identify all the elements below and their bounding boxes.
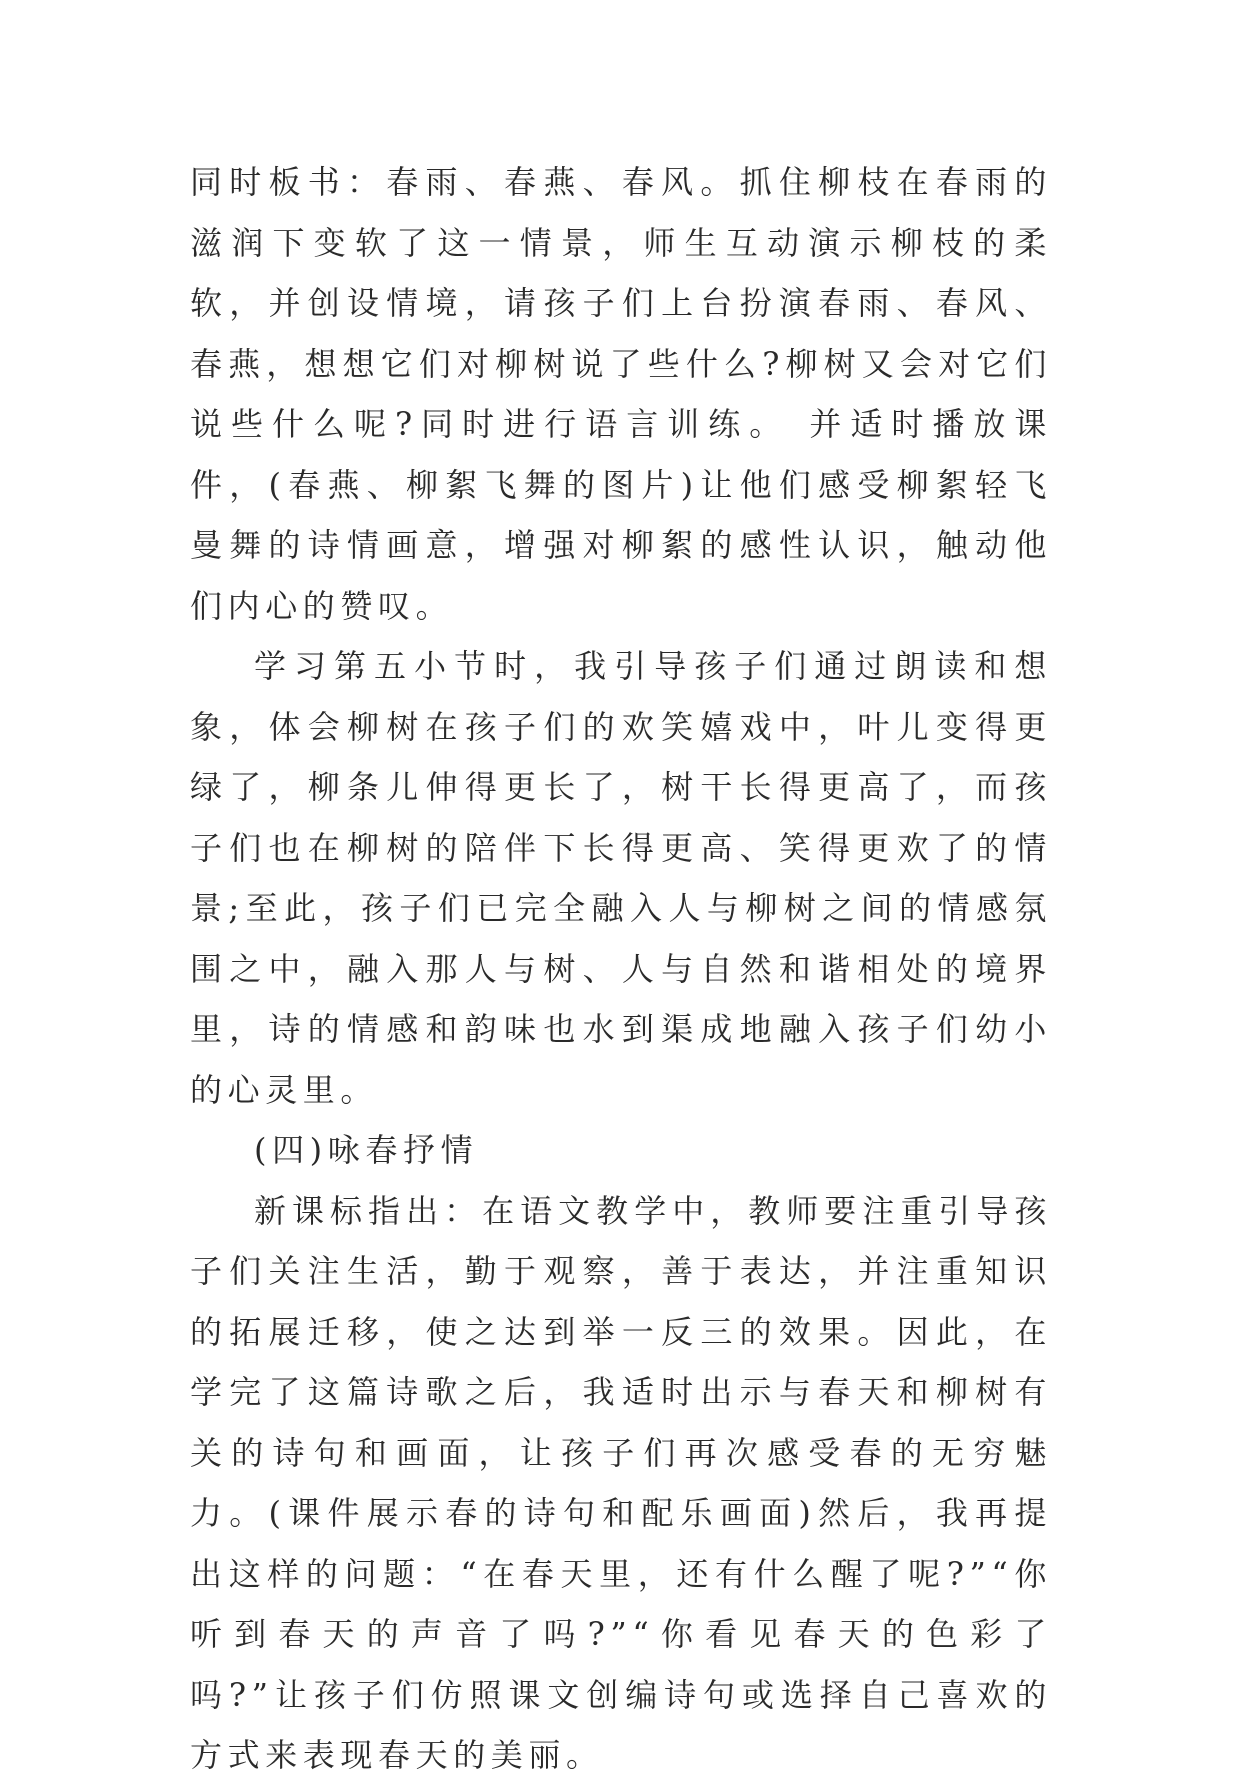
paragraph-section-five: 学习第五小节时，我引导孩子们通过朗读和想象，体会柳树在孩子们的欢笑嬉戏中，叶儿变得更绿了，柳条儿伸得更长了，树干长得更高了，而孩子们也在柳树的陪伴下长得更高、笑得更欢了的情景;至此，孩子们已完全融入人与柳树之间的情感氛围之中，融入那人与树、人与自然和谐相处的境界里，诗的情感和韵味也水到渠成地融入孩子们幼小的心灵里。 [190, 647, 1052, 1109]
paragraph-new-curriculum: 新课标指出：在语文教学中，教师要注重引导孩子们关注生活，勤于观察，善于表达，并注重知识的拓展迁移，使之达到举一反三的效果。因此，在学完了这篇诗歌之后，我适时出示与春天和柳树有关的诗句和画面，让孩子们再次感受春的无穷魅力。(课件展示春的诗句和配乐画面)然后，我再提出这样的问题：“在春天里，还有什么醒了呢?”“你听到春天的声音了吗?”“你看见春天的色彩了吗?”让孩子们仿照课文创编诗句或选择自己喜欢的方式来表现春天的美丽。 [190, 1191, 1052, 1774]
body-text [190, 152, 1052, 1786]
section-heading: (四)咏春抒情 [254, 1131, 479, 1169]
paragraph-continued: 同时板书：春雨、春燕、春风。抓住柳枝在春雨的滋润下变软了这一情景，师生互动演示柳枝的柔软，并创设情境，请孩子们上台扮演春雨、春风、春燕，想想它们对柳树说了些什么?柳树又会对它们说些什么呢?同时进行语言训练。 并适时播放课件，(春燕、柳絮飞舞的图片)让他们感受柳絮轻飞曼舞的诗情画意，增强对柳絮的感性认识，触动他们内心的赞叹。 [190, 163, 1052, 625]
